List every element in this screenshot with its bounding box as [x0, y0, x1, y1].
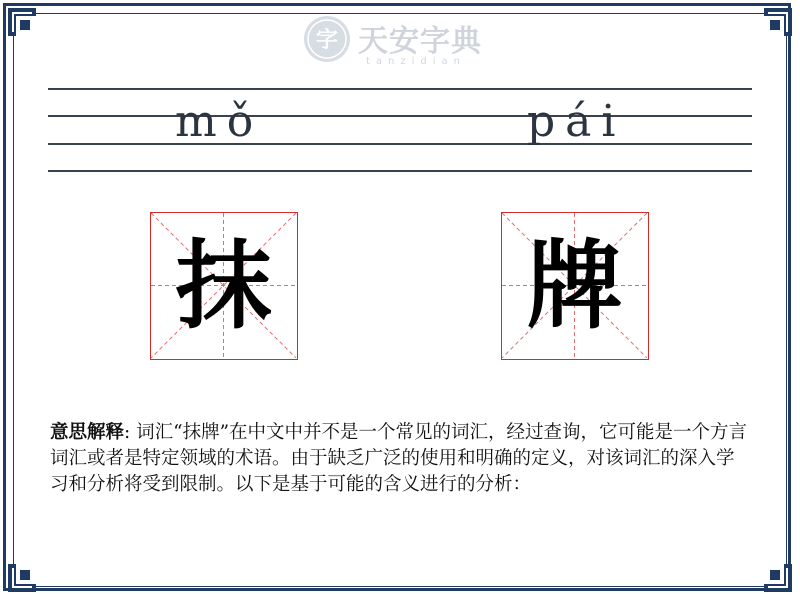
character-grid-1: [150, 212, 298, 360]
corner-ornament-bottom-left: [6, 554, 46, 594]
site-logo: [300, 12, 500, 72]
logo-seal-icon: [302, 14, 352, 64]
definition-paragraph: [50, 420, 750, 498]
logo-seal-glyph: 字: [315, 27, 339, 53]
corner-ornament-bottom-right: [754, 554, 794, 594]
definition-separator: :: [124, 422, 137, 443]
pinyin-syllable-2: pái: [527, 96, 626, 147]
character-grid-2: [501, 212, 649, 360]
logo-name: 天安字典: [358, 24, 482, 59]
definition-label: 意思解释: [50, 422, 125, 443]
character-glyph-2: 牌: [526, 228, 623, 342]
character-glyph-1: 抹: [175, 228, 272, 342]
pinyin-ruled-lines: [48, 88, 752, 172]
pinyin-syllable-1: mǒ: [175, 96, 264, 147]
corner-ornament-top-right: [754, 6, 794, 46]
logo-romanization: tanzidian: [366, 56, 467, 67]
corner-ornament-top-left: [6, 6, 46, 46]
definition-text: 词汇“抹牌”在中文中并不是一个常见的词汇，经过查询，它可能是一个方言词汇或者是特定领域的术语。由于缺乏广泛的使用和明确的定义，对该词汇的深入学习和分析将受到限制。以下是基于可能的含义进行的分析：: [50, 422, 748, 495]
